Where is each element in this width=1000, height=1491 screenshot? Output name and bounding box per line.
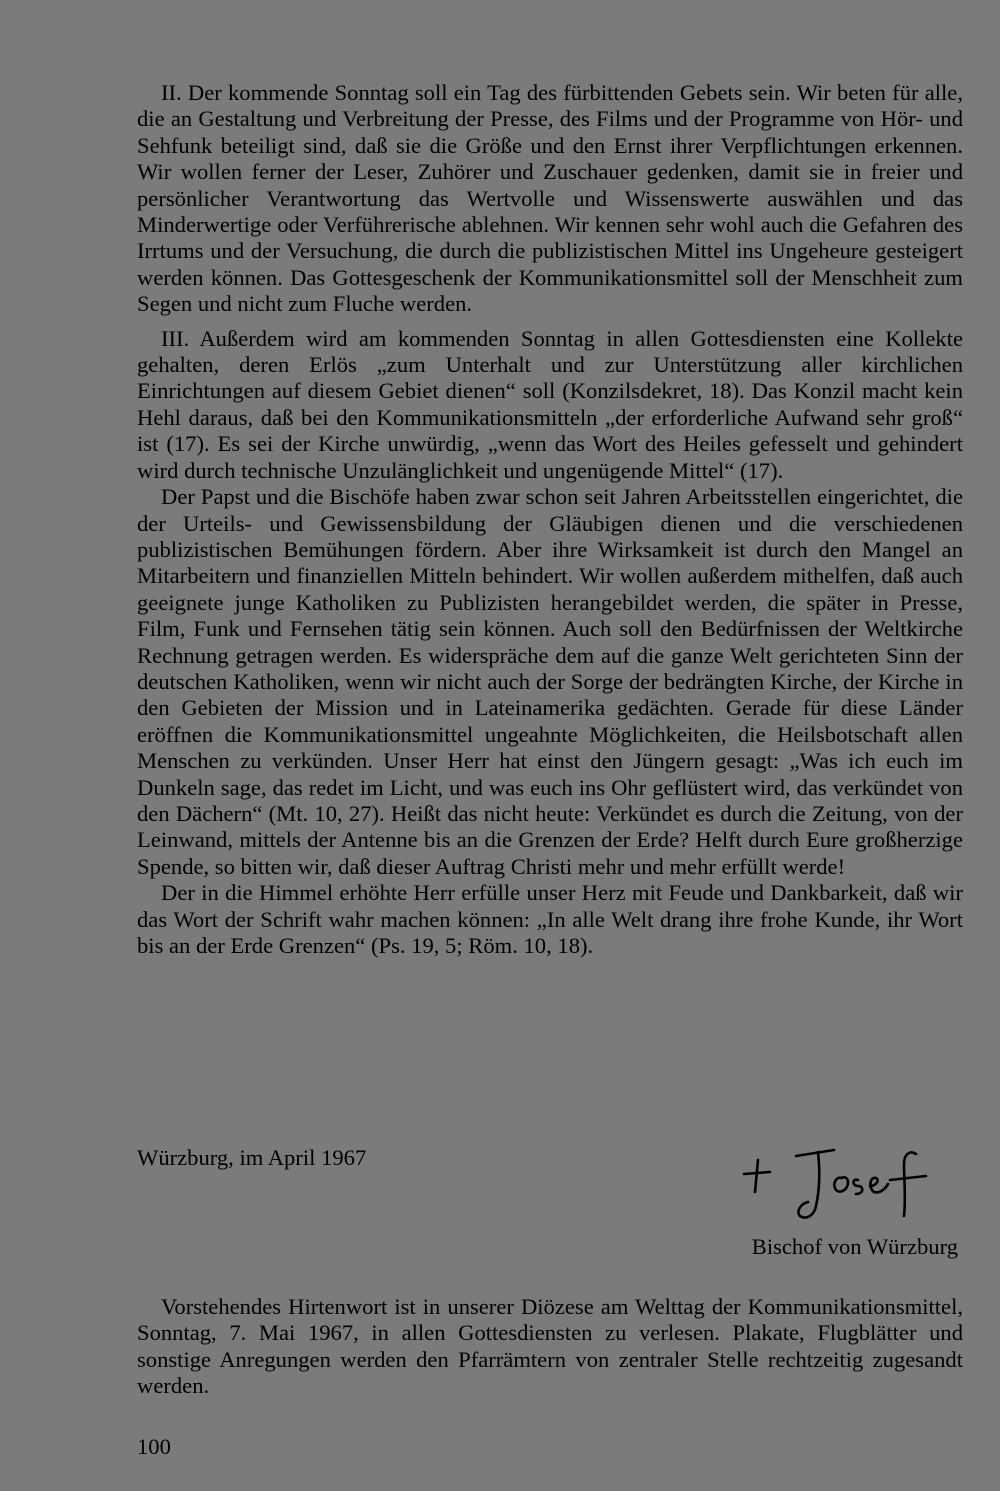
place-and-date: Würzburg, im April 1967 [137, 1145, 367, 1170]
paragraph-closing-prayer: Der in die Himmel erhöhte Herr erfülle unser Herz mit Feude und Dankbarkeit, daß wir das Wort der Schrift wahr machen können: „In alle Welt drang ihre frohe Kunde, ihr Wort bis an der Erde Grenzen“ (Ps. 19, 5; Röm. 10, 18). [137, 880, 963, 958]
signer-title: Bischof von Würzburg [751, 1234, 958, 1259]
paragraph-iii: III. Außerdem wird am kommenden Sonntag in allen Gottesdiensten eine Kollekte gehalten, deren Erlös „zum Unterhalt und zur Unterstützung aller kirchlichen Einrichtungen auf diesem Gebiet dienen“ soll (Konzilsdekret, 18). Das Konzil macht kein Hehl daraus, daß bei den Kommunikationsmitteln „der erforderliche Aufwand sehr groß“ ist (17). Es sei der Kirche unwürdig, „wenn das Wort des Heiles gefesselt und gehindert wird durch technische Unzulänglichkeit und ungenügende Mittel“ (17). [137, 325, 963, 483]
paragraph-ii: II. Der kommende Sonntag soll ein Tag des fürbittenden Gebets sein. Wir beten für alle, die an Gestaltung und Verbreitung der Presse, des Films und der Programme von Hör- und Sehfunk beteiligt sind, daß sie die Größe und den Ernst ihrer Verpflichtungen erkennen. Wir wollen ferner der Leser, Zuhörer und Zuschauer gedenken, damit sie in freier und persönlicher Verantwortung das Wertvolle und Wissenswerte auswählen und das Minderwertige oder Verführerische ablehnen. Wir kennen sehr wohl auch die Gefahren des Irrtums und der Versuchung, die durch die publizistischen Mittel ins Ungeheure gesteigert werden können. Das Gottesgeschenk der Kommunikationsmittel soll der Menschheit zum Segen und nicht zum Fluche werden. [137, 80, 963, 317]
reading-notice: Vorstehendes Hirtenwort ist in unserer Diözese am Welttag der Kommunikationsmittel, Sonntag, 7. Mai 1967, in allen Gottesdiensten zu verlesen. Plakate, Flugblätter und sonstige Anregungen werden den Pfarrämtern von zentraler Stelle rechtzeitig zugesandt werden. [137, 1294, 963, 1399]
handwritten-signature [730, 1140, 940, 1230]
paragraph-gap [137, 318, 963, 326]
letter-body [137, 80, 963, 959]
page-number: 100 [137, 1434, 171, 1459]
paragraph-pope-bishops: Der Papst und die Bischöfe haben zwar schon seit Jahren Arbeitsstellen eingerichtet, die der Urteils- und Gewissensbildung der Gläubigen dienen und die verschiedenen publizistischen Bemühungen fördern. Aber ihre Wirksamkeit ist durch den Mangel an Mitarbeitern und finanziellen Mitteln behindert. Wir wollen außerdem mithelfen, daß auch geeignete junge Katholiken zu Publizisten herangebildet werden, die später in Presse, Film, Funk und Fernsehen tätig sein können. Auch soll den Bedürfnissen der Weltkirche Rechnung getragen werden. Es widerspräche dem auf die ganze Welt gerichteten Sinn der deutschen Katholiken, wenn wir nicht auch der Sorge der bedrängten Kirche, der Kirche in den Gebieten der Mission und in Lateinamerika gedächten. Gerade für diese Länder eröffnen die Kommunikationsmittel ungeahnte Möglichkeiten, die Heilsbotschaft allen Menschen zu verkünden. Unser Herr hat einst den Jüngern gesagt: „Was ich euch im Dunkeln sage, das redet im Licht, und was euch ins Ohr geflüstert wird, das verkündet von den Dächern“ (Mt. 10, 27). Heißt das nicht heute: Verkündet es durch die Zeitung, von der Leinwand, mittels der Antenne bis an die Grenzen der Erde? Helft durch Eure großherzige Spende, so bitten wir, daß dieser Auftrag Christi mehr und mehr erfüllt werde! [137, 484, 963, 879]
